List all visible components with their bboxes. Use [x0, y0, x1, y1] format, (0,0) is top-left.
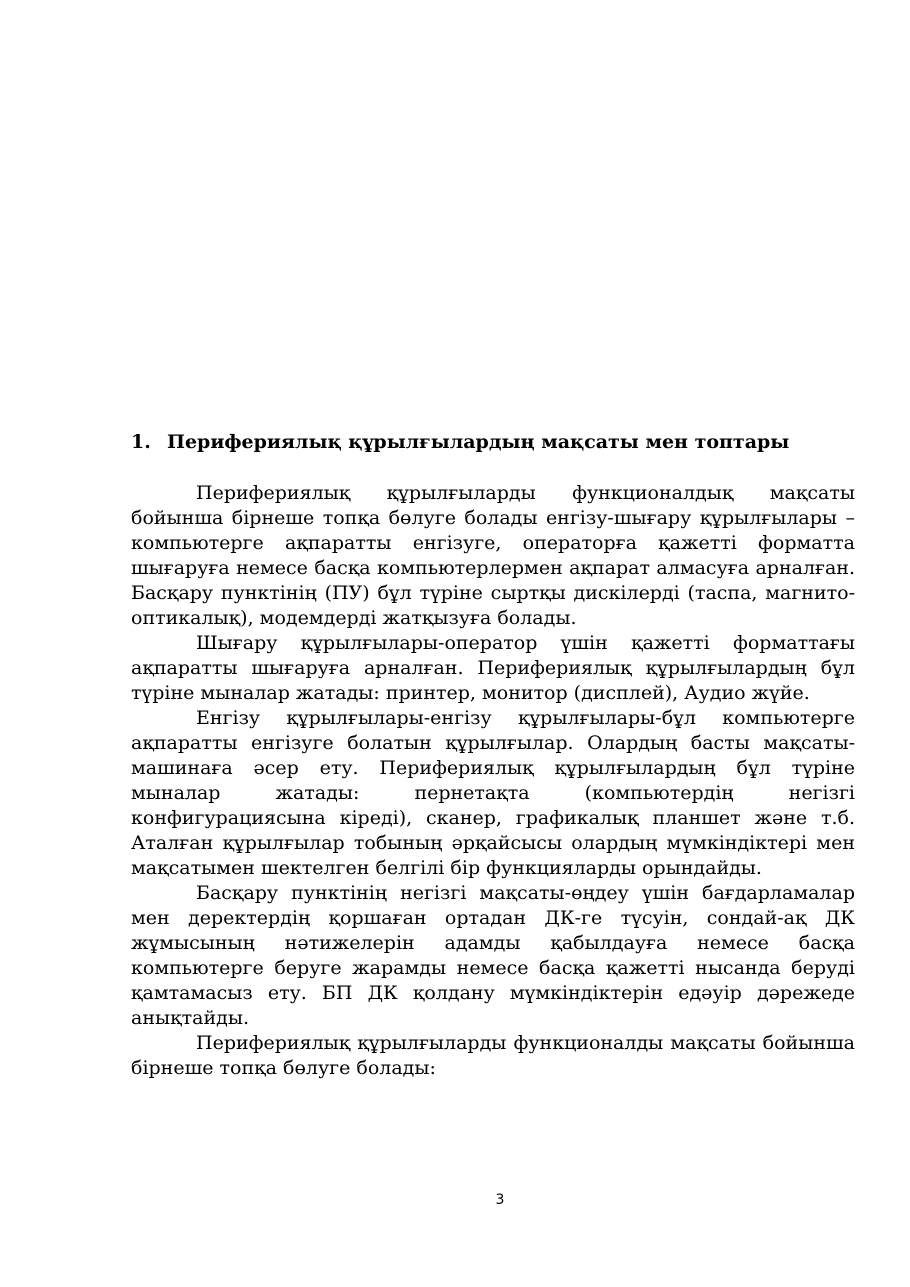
- paragraph: Шығару құрылғылары-оператор үшін қажетті форматтағы ақпаратты шығаруға арналған. Перифериялық құрылғылардың бұл түріне мыналар жатады: принтер, монитор (дисплей), Аудио жүйе.: [131, 632, 855, 704]
- paragraph: Басқару пунктінің негізгі мақсаты-өңдеу үшін бағдарламалар мен деректердің қоршаған ортадан ДК-ге түсуін, сондай-ақ ДК жұмысының нәтижелерін адамды қабылдауға немесе басқа компьютерге беруге жарамды немесе басқа қажетті нысанда беруді қамтамасыз ету. БП ДК қолдану мүмкіндіктерін едәуір дәрежеде анықтайды.: [131, 882, 855, 1029]
- paragraph: Перифериялық құрылғыларды функционалды мақсаты бойынша бірнеше топқа бөлуге болады:: [131, 1032, 855, 1079]
- section-number: 1.: [131, 431, 151, 453]
- body-text: [131, 481, 855, 1081]
- page-content: [131, 428, 855, 1081]
- paragraph: Перифериялық құрылғыларды функционалдық мақсаты бойынша бірнеше топқа бөлуге болады енгізу-шығару құрылғылары – компьютерге ақпаратты енгізуге, операторға қажетті форматта шығаруға немесе басқа компьютерлермен ақпарат алмасуға арналған. Басқару пунктінің (ПУ) бұл түріне сыртқы дискілерді (таспа, магнито-оптикалық), модемдерді жатқызуға болады.: [131, 482, 855, 629]
- section-heading: [131, 428, 855, 456]
- section-title: Перифериялық құрылғылардың мақсаты мен топтары: [167, 431, 790, 453]
- page-number: 3: [495, 1192, 505, 1208]
- paragraph: Енгізу құрылғылары-енгізу құрылғылары-бұл компьютерге ақпаратты енгізуге болатын құрылғылар. Олардың басты мақсаты-машинаға әсер ету. Перифериялық құрылғылардың бұл түріне мыналар жатады: пернетақта (компьютердің негізгі конфигурациясына кіреді), сканер, графикалық планшет және т.б. Аталған құрылғылар тобының әрқайсысы олардың мүмкіндіктері мен мақсатымен шектелген белгілі бір функцияларды орындайды.: [131, 707, 855, 879]
